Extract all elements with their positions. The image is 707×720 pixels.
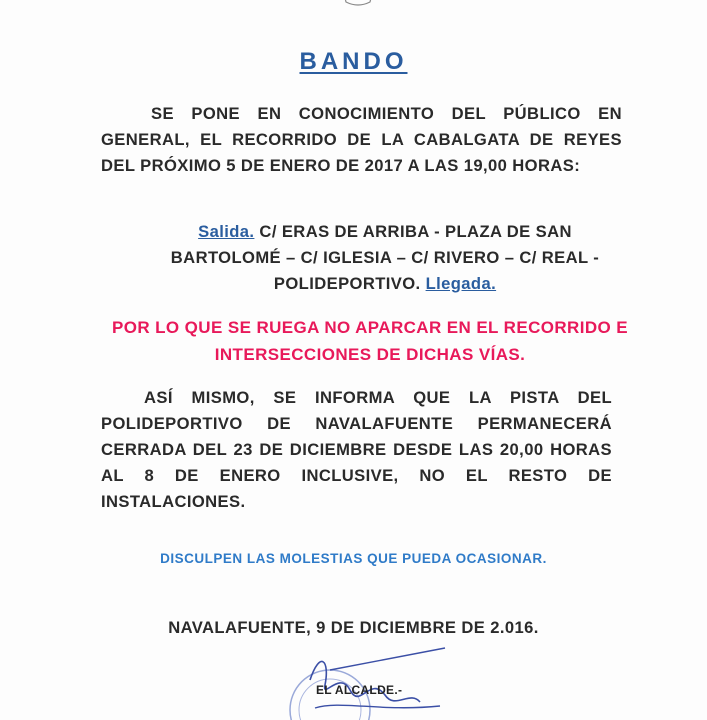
- apology-line: DISCULPEN LAS MOLESTIAS QUE PUEDA OCASIONAR.: [160, 551, 547, 566]
- mayor-signature-label: EL ALCALDE.-: [316, 683, 403, 697]
- parking-warning: POR LO QUE SE RUEGA NO APARCAR EN EL RECORRIDO E INTERSECCIONES DE DICHAS VÍAS.: [111, 318, 629, 364]
- route-path: C/ ERAS DE ARRIBA - PLAZA DE SAN BARTOLOMÉ – C/ IGLESIA – C/ RIVERO – C/ REAL - POLIDEPORTIVO.: [170, 222, 600, 293]
- route-start-label: Salida.: [198, 222, 255, 241]
- route-end-label: Llegada.: [425, 274, 497, 293]
- closure-notice: ASÍ MISMO, SE INFORMA QUE LA PISTA DEL POLIDEPORTIVO DE NAVALAFUENTE PERMANECERÁ CERRADA DEL 23 DE DICIEMBRE DESDE LAS 20,00 HORAS AL 8 DE ENERO INCLUSIVE, NO EL RESTO DE INSTALACIONES.: [101, 388, 612, 511]
- signature-stamp-icon: [270, 640, 470, 720]
- intro-paragraph: SE PONE EN CONOCIMIENTO DEL PÚBLICO EN GENERAL, EL RECORRIDO DE LA CABALGATA DE REYES DEL PRÓXIMO 5 DE ENERO DE 2017 A LAS 19,00 HORAS:: [101, 104, 622, 175]
- place-date: NAVALAFUENTE, 9 DE DICIEMBRE DE 2.016.: [168, 618, 539, 637]
- route-paragraph: [150, 219, 620, 297]
- crest-icon: [338, 0, 378, 8]
- document-title: BANDO: [299, 48, 408, 75]
